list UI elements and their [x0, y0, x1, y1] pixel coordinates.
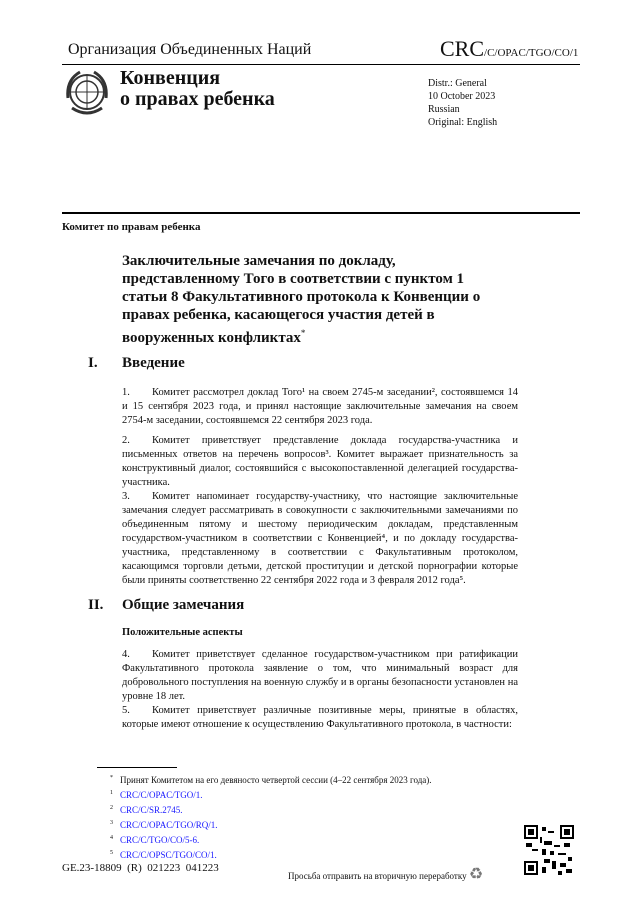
language: Russian [428, 104, 460, 115]
paragraph [122, 434, 518, 490]
organization-name: Организация Объединенных Наций [68, 41, 312, 58]
document-title [122, 252, 492, 347]
footnote-link[interactable]: CRC/C/SR.2745. [120, 805, 183, 815]
paragraph-number: 5. [122, 705, 130, 716]
title-footnote-mark: * [300, 328, 306, 338]
paragraph-text: Комитет приветствует сделанное государством-участником при ратификации Факультативного протокола заявление о том, что минимальный возраст для добровольного поступления на военную службу и в органы безопасности установлен на уровне 18 лет. [122, 649, 518, 702]
subheading: Положительные аспекты [122, 627, 243, 638]
document-symbol [440, 36, 578, 62]
paragraph-number: 4. [122, 649, 130, 660]
paragraph [122, 386, 518, 428]
footnote-link[interactable]: CRC/C/TGO/CO/5-6. [120, 835, 200, 845]
paragraph-text: Комитет приветствует представление доклада государства-участника и письменных ответов на перечень вопросов³. Комитет выражает признательность за конструктивный диалог, состоявшийся с высокопоставленной делегацией государства-участника. [122, 435, 518, 488]
paragraph-number: 2. [122, 435, 130, 446]
section-title: Общие замечания [122, 597, 245, 613]
date: 10 October 2023 [428, 91, 496, 102]
paragraph [122, 648, 518, 704]
paragraph [122, 490, 518, 588]
footnote [110, 817, 432, 832]
paragraph [122, 704, 518, 732]
footnote-mark: 5 [110, 850, 113, 856]
original-language: Original: English [428, 117, 498, 128]
section-number: I. [88, 355, 98, 371]
footnote [110, 802, 432, 817]
un-emblem-icon [62, 68, 112, 118]
qr-code-icon [524, 825, 574, 875]
footnote-link[interactable]: CRC/C/OPSC/TGO/CO/1. [120, 850, 217, 860]
symbol-main: CRC [440, 36, 485, 61]
footnote [110, 832, 432, 847]
convention-line: Конвенция [120, 67, 221, 89]
committee-name: Комитет по правам ребенка [62, 221, 201, 233]
recycle-text: Просьба отправить на вторичную переработку [288, 871, 467, 881]
footnote-rule [97, 767, 177, 768]
footnote-mark: 3 [110, 820, 113, 826]
distr: Distr.: General [428, 78, 487, 89]
title-text: Заключительные замечания по докладу, представленному Того в соответствии с пунктом 1 статьи 8 Факультативного протокола к Конвенции о правах ребенка, касающегося участия детей в вооруженных конфликтах [122, 253, 481, 346]
footnote-link[interactable]: CRC/C/OPAC/TGO/1. [120, 790, 203, 800]
section-heading [88, 355, 185, 372]
paragraph-text: Комитет напоминает государству-участнику, что настоящие заключительные замечания следует рассматривать в совокупности с заключительными замечаниями по объединенным пятому и шестому периодическим докладам, представленным государством-участником в соответствии с Конвенцией⁴, и по докладу государства-участника, представленному в соответствии с Факультативным протоколом, касающимся торговли детьми, детской проституции и детской порнографии которые были приняты соответственно 22 сентября 2022 года и 3 февраля 2012 года⁵. [122, 491, 518, 586]
footnote-mark: * [110, 775, 113, 781]
section-heading [88, 597, 244, 614]
convention-title [120, 68, 275, 110]
footnote [110, 772, 432, 787]
distribution-block [428, 77, 497, 129]
job-number: GE.23-18809 (R) 021223 041223 [62, 862, 219, 874]
section-number: II. [88, 597, 104, 613]
section-title: Введение [122, 355, 185, 371]
footnote-text: Принят Комитетом на его девяносто четвертой сессии (4–22 сентября 2023 года). [120, 775, 432, 785]
footnote-mark: 4 [110, 835, 113, 841]
footnote-mark: 2 [110, 805, 113, 811]
convention-line: о правах ребенка [120, 88, 275, 110]
header-rule [62, 64, 580, 65]
thick-rule [62, 212, 580, 214]
paragraph-text: Комитет рассмотрел доклад Того¹ на своем 2745-м заседании², состоявшемся 14 и 15 сентября 2023 года, и принял настоящие заключительные замечания на своем 2754-м заседании, состоявшемся 22 сентября 2023 года. [122, 387, 518, 426]
footnote [110, 847, 432, 862]
footnote-mark: 1 [110, 790, 113, 796]
footnote [110, 787, 432, 802]
symbol-suffix: /C/OPAC/TGO/CO/1 [484, 47, 579, 59]
recycle-note [288, 864, 483, 884]
footnote-link[interactable]: CRC/C/OPAC/TGO/RQ/1. [120, 820, 218, 830]
footnotes [110, 772, 432, 862]
paragraph-text: Комитет приветствует различные позитивные меры, принятые в областях, которые имеют отношение к осуществлению Факультативного протокола, в частности: [122, 705, 518, 730]
recycle-icon: ♻ [468, 866, 484, 883]
paragraph-number: 3. [122, 491, 130, 502]
paragraph-number: 1. [122, 387, 130, 398]
